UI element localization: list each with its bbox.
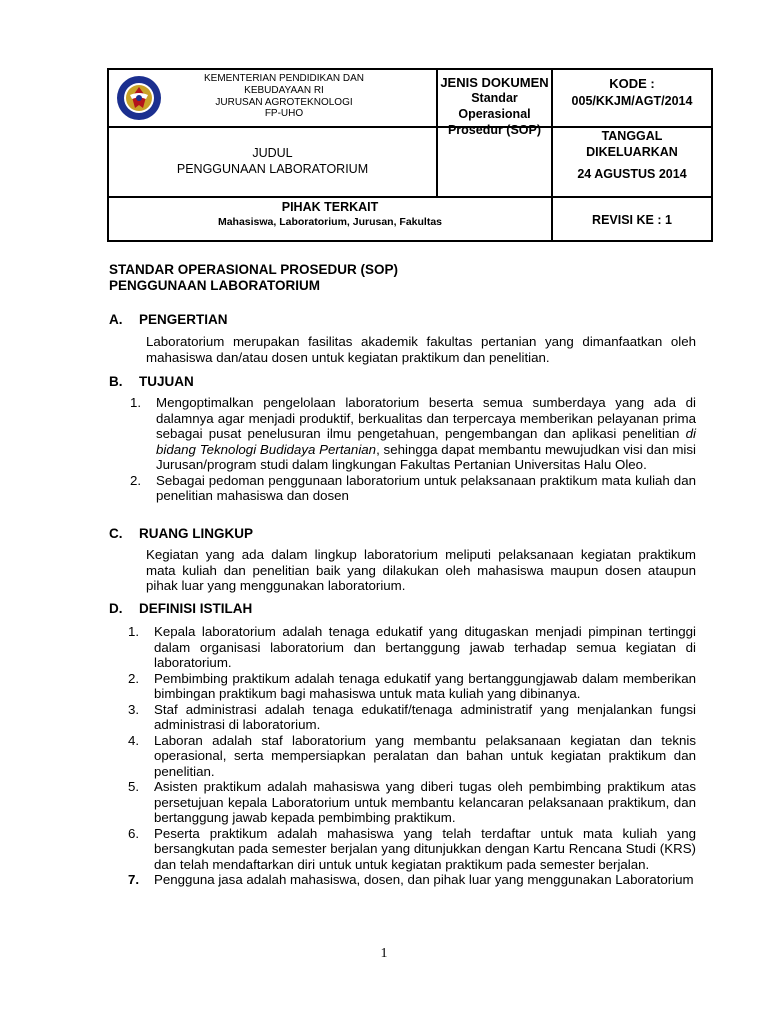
section-c-text: Kegiatan yang ada dalam lingkup laboratorium meliputi pelaksanaan kegiatan praktikum mata kuliah dan penelitian baik yang dilakukan oleh mahasiswa maupun dosen ataupun pihak luar yang menggunakan laboratorium. <box>146 547 696 593</box>
section-title: PENGERTIAN <box>139 312 228 327</box>
section-a-text: Laboratorium merupakan fasilitas akademik fakultas pertanian yang dimanfaatkan oleh mahasiswa dan/atau dosen untuk kegiatan praktikum dan penelitian. <box>146 334 696 365</box>
divider <box>109 196 711 198</box>
item-text: Kepala laboratorium adalah tenaga edukatif yang ditugaskan menjadi pimpinan tertinggi dalam organisasi laboratorium dan bertanggung jawab terhadap semua kegiatan di laboratorium. <box>154 624 696 670</box>
list-item <box>128 826 696 873</box>
list-item <box>128 872 696 888</box>
item-text: Pembimbing praktikum adalah tenaga edukatif yang bertanggungjawab dalam memberikan bimbingan praktikum bagi mahasiswa untuk mata kuliah yang dibinanya. <box>154 670 696 701</box>
section-letter: B. <box>109 374 123 389</box>
section-letter: D. <box>109 601 123 616</box>
related-parties-cell <box>109 200 551 229</box>
item-number: 2. <box>128 670 140 686</box>
section-heading-a <box>109 312 228 327</box>
list-item <box>128 624 696 671</box>
title-line: PENGGUNAAN LABORATORIUM <box>109 278 320 294</box>
section-title: DEFINISI ISTILAH <box>139 601 253 616</box>
pihak-title: PIHAK TERKAIT <box>281 200 379 214</box>
item-number: 4. <box>128 732 140 748</box>
item-text: Mengoptimalkan pengelolaan laboratorium beserta semua sumberdaya yang ada di dalamnya agar menjadi produktif, berkualitas dan terpercaya memberikan pelayanan prima sebagai pusat penelusuran ilmu pengetahuan, pengembangan dan aplikasi penelitian <box>156 395 696 441</box>
page-number: 1 <box>380 946 388 961</box>
ministry-line: KEBUDAYAAN RI <box>244 84 324 96</box>
section-heading-b <box>109 374 194 389</box>
item-number: 1. <box>130 395 142 410</box>
section-title: RUANG LINGKUP <box>139 526 253 541</box>
list-item <box>128 733 696 780</box>
ministry-line: FP-UHO <box>264 108 304 120</box>
doc-type-value: Standar Operasional <box>458 91 531 121</box>
tujuan-list <box>130 395 696 504</box>
document-title-cell <box>109 146 436 177</box>
divider <box>109 126 711 128</box>
title-line: STANDAR OPERASIONAL PROSEDUR (SOP) <box>109 262 399 277</box>
item-number: 3. <box>128 701 140 717</box>
judul-value: PENGGUNAAN LABORATORIUM <box>176 161 369 176</box>
section-title: TUJUAN <box>139 374 194 389</box>
doc-type-value: Prosedur (SOP) <box>447 122 542 137</box>
item-text: Staf administrasi adalah tenaga edukatif/tenaga administratif yang menjalankan fungsi administrasi di laboratorium. <box>154 701 696 732</box>
list-item <box>128 702 696 733</box>
section-letter: A. <box>109 312 123 327</box>
item-number: 1. <box>128 624 140 639</box>
list-item <box>130 395 696 473</box>
item-text: Pengguna jasa adalah mahasiswa, dosen, dan pihak luar yang menggunakan Laboratorium <box>154 872 694 887</box>
list-item <box>128 671 696 702</box>
list-item <box>130 473 696 504</box>
pihak-list: Mahasiswa, Laboratorium, Jurusan, Fakultas <box>217 215 443 228</box>
kode-label: KODE : <box>609 76 655 91</box>
item-text: Laboran adalah staf laboratorium yang membantu pelaksanaan kegiatan dan teknis operasional, serta mempersiapkan peralatan dan bahan untuk kegiatan praktikum dan penelitian. <box>154 732 696 779</box>
tanggal-label: DIKELUARKAN <box>586 144 678 159</box>
document-code <box>553 76 711 109</box>
ministry-block <box>189 73 379 120</box>
document-header-table <box>107 68 713 242</box>
document-type <box>438 75 551 138</box>
tanggal-label: TANGGAL <box>601 129 663 143</box>
kode-value: 005/KKJM/AGT/2014 <box>571 93 693 108</box>
revision: REVISI KE : 1 <box>592 213 672 227</box>
item-text: Asisten praktikum adalah mahasiswa yang diberi tugas oleh pembimbing praktikum atas persetujuan kepala Laboratorium untuk membantu kelancaran pelaksanaan praktikum, dan bertanggung jawab kepada pembimbing praktikum. <box>154 779 696 825</box>
item-text: , sehingga dapat membantu mewujudkan visi dan misi Jurusan/program studi dalam lingkungan Fakultas Pertanian Universitas Halu Oleo. <box>156 441 696 472</box>
ministry-line: JURUSAN AGROTEKNOLOGI <box>215 96 353 108</box>
section-letter: C. <box>109 526 123 541</box>
judul-label: JUDUL <box>252 146 293 160</box>
ministry-line: KEMENTERIAN PENDIDIKAN DAN <box>203 73 365 84</box>
item-number: 6. <box>128 825 140 841</box>
item-text-italic: di bidang Teknologi Budidaya Pertanian <box>156 426 696 457</box>
item-number: 7. <box>128 872 140 887</box>
university-seal-icon <box>116 75 162 121</box>
section-heading-c <box>109 526 253 541</box>
item-text: Peserta praktikum adalah mahasiswa yang telah terdaftar untuk mata kuliah yang bersangkutan pada semester berjalan yang ditunjukkan dengan Kartu Rencana Studi (KRS) dan telah mendaftarkan diri untuk untuk kegiatan praktikum pada semester berjalan. <box>154 825 696 872</box>
definisi-list <box>128 624 696 888</box>
page-title <box>109 262 398 294</box>
item-text: Sebagai pedoman penggunaan laboratorium untuk pelaksanaan praktikum mata kuliah dan penelitian mahasiswa dan dosen <box>156 472 696 503</box>
list-item <box>128 779 696 826</box>
section-heading-d <box>109 601 252 616</box>
release-date-cell <box>553 129 711 183</box>
tanggal-value: 24 AGUSTUS 2014 <box>577 167 687 182</box>
item-number: 2. <box>130 472 142 488</box>
item-number: 5. <box>128 779 140 794</box>
doc-type-label: JENIS DOKUMEN <box>440 75 549 90</box>
